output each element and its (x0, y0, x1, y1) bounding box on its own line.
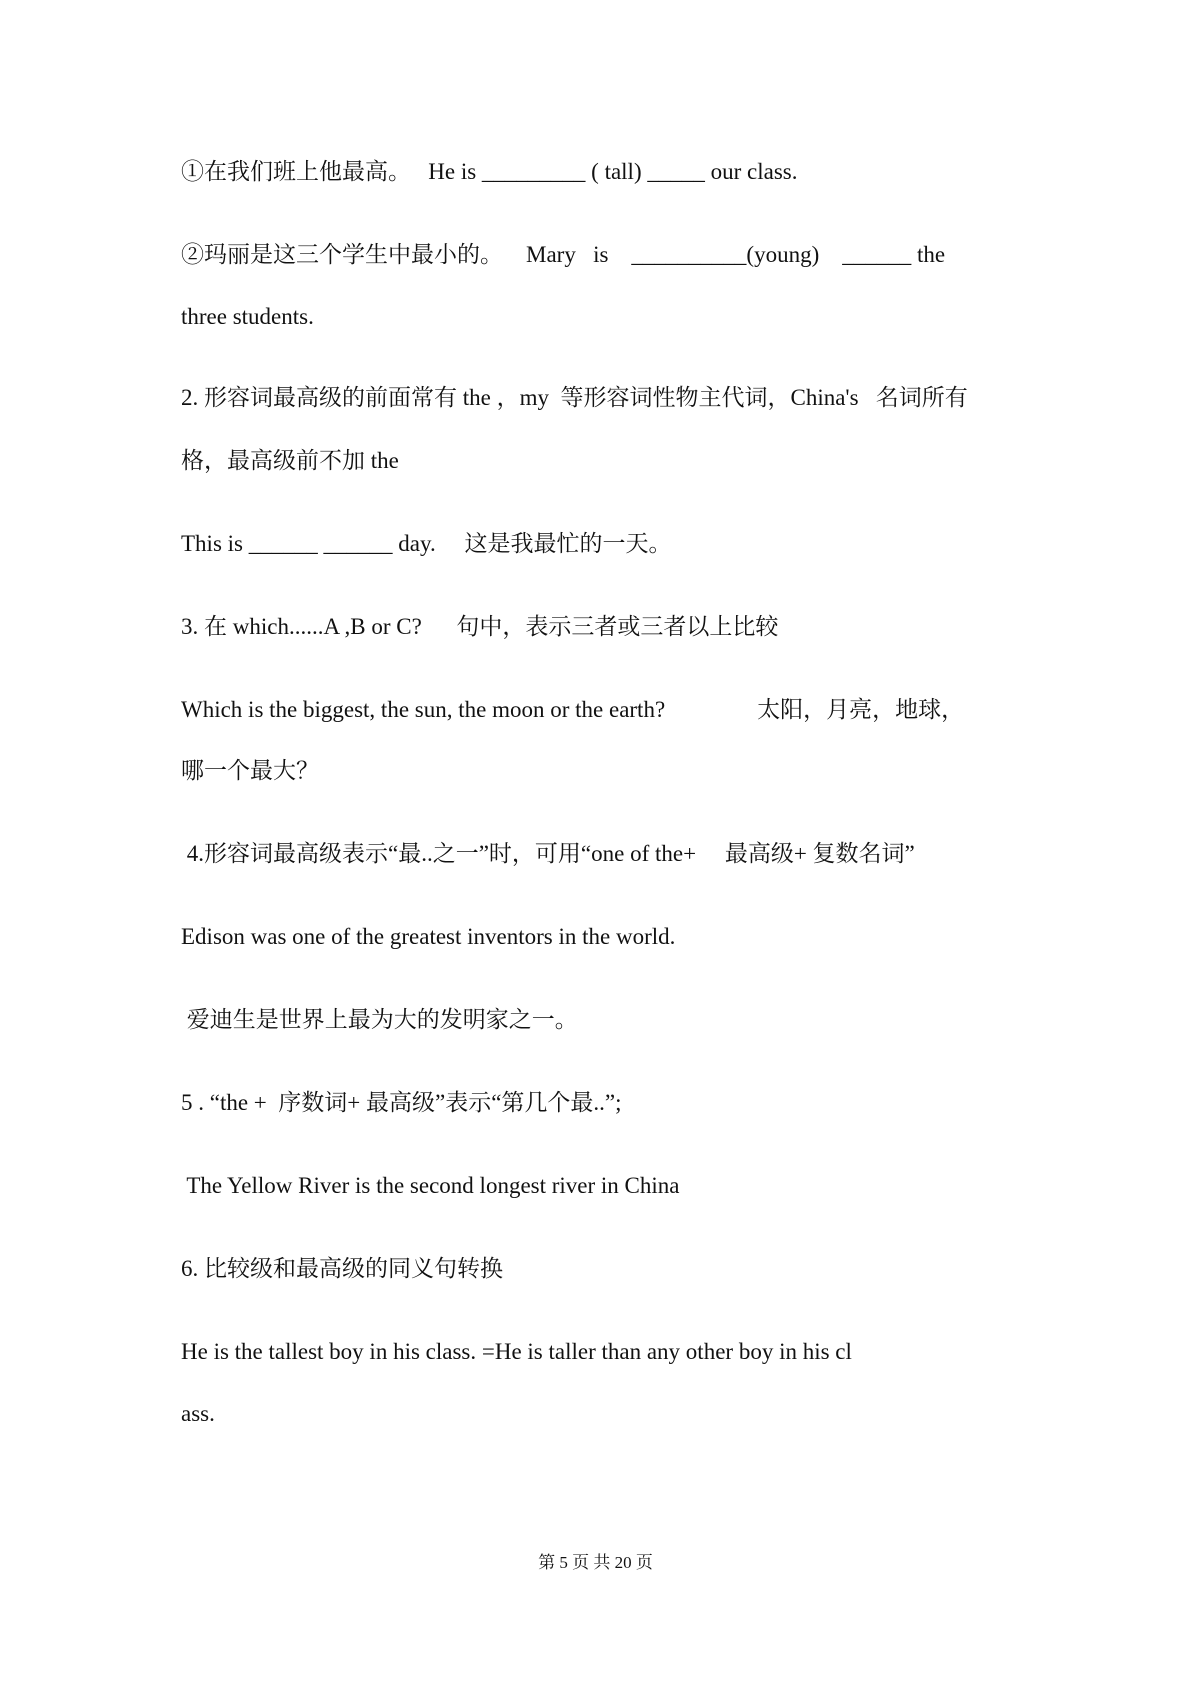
rule-5-heading: 5 . “the + 序数词+ 最高级”表示“第几个最..”; (181, 1090, 622, 1115)
example-sentence-2: ②玛丽是这三个学生中最小的。 Mary is __________(young) ______ the (181, 242, 946, 267)
rule-4-heading: 4.形容词最高级表示“最..之一”时，可用“one of the+ 最高级+ 复数名词” (181, 841, 915, 866)
rule-2-heading: 2. 形容词最高级的前面常有 the ，my 等形容词性物主代词，China's 名词所有 (181, 385, 968, 410)
rule-2-heading-continued: 格，最高级前不加 the (181, 448, 399, 473)
example-sentence-1: ①在我们班上他最高。 He is _________ ( tall) _____ our class. (181, 159, 798, 184)
rule-4-translation: 爱迪生是世界上最为大的发明家之一。 (181, 1007, 578, 1032)
rule-5-example: The Yellow River is the second longest river in China (181, 1173, 680, 1198)
example-sentence-2-continued: three students. (181, 304, 314, 329)
rule-4-example: Edison was one of the greatest inventors in the world. (181, 924, 676, 949)
rule-3-example-continued: 哪一个最大？ (181, 758, 319, 783)
rule-3-example: Which is the biggest, the sun, the moon or the earth? 太阳，月亮，地球， (181, 697, 965, 722)
rule-6-example-continued: ass. (181, 1401, 215, 1426)
page-number-footer: 第 5 页 共 20 页 (538, 1553, 653, 1572)
rule-6-heading: 6. 比较级和最高级的同义句转换 (181, 1256, 503, 1281)
rule-3-heading: 3. 在 which......A ,B or C? 句中，表示三者或三者以上比较 (181, 614, 779, 639)
rule-6-example: He is the tallest boy in his class. =He is taller than any other boy in his cl (181, 1339, 852, 1364)
rule-2-example: This is ______ ______ day. 这是我最忙的一天。 (181, 531, 672, 556)
